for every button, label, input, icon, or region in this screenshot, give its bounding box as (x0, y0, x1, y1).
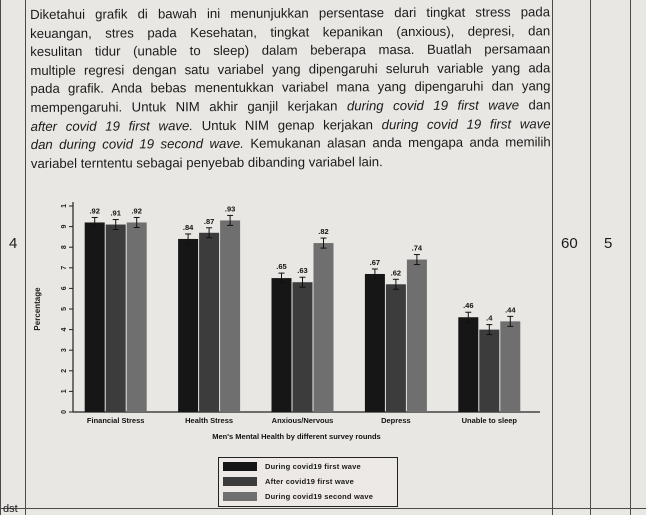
data-label: .92 (89, 206, 100, 216)
y-axis-label: Percentage (33, 287, 42, 331)
y-tick-label: 2 (61, 368, 68, 373)
data-label: .4 (486, 313, 493, 323)
legend-label: During covid19 second wave (265, 491, 374, 501)
question-text-run: kesulitan tidur (unable to sleep) dalam beberapa masa. Buatlah persamaan (30, 41, 551, 60)
bar (106, 225, 126, 412)
legend-swatch (223, 462, 257, 471)
y-tick-label: 4 (61, 327, 68, 332)
question-line (31, 152, 551, 173)
table-divider-weight (630, 0, 631, 515)
x-tick-label: Financial Stress (86, 416, 145, 425)
data-label: .93 (224, 204, 236, 214)
bar (407, 260, 427, 412)
y-tick-label: 5 (61, 307, 68, 311)
legend-swatch (223, 477, 257, 486)
y-tick-label: 7 (61, 265, 68, 270)
table-divider-question (552, 0, 553, 515)
legend-label: After covid19 first wave (265, 476, 354, 486)
question-text-run: mempengaruhi. Untuk NIM akhir ganjil kerjakan (30, 98, 347, 115)
score-cell: 60 (561, 235, 578, 252)
bar (458, 317, 478, 412)
data-label: .65 (276, 262, 287, 272)
question-line (30, 40, 550, 61)
question-text (30, 3, 551, 173)
footer-fragment: dst (3, 503, 18, 515)
data-label: .46 (463, 301, 474, 311)
table-row-divider (0, 508, 646, 509)
question-text-run: Untuk NIM genap kerjakan (192, 116, 382, 133)
data-label: .63 (297, 266, 308, 276)
data-label: .82 (318, 227, 329, 237)
bar (178, 239, 198, 412)
question-text-run: pada grafik. Anda bebas menentukkan variabel mana yang dipengaruhi dan yang (30, 78, 551, 97)
legend-item (223, 490, 373, 502)
bar (127, 222, 147, 412)
question-line (30, 96, 550, 117)
question-text-run: keuangan, stres pada Kesehatan, tingkat kepanikan (anxious), depresi, dan (30, 22, 551, 41)
bar (500, 321, 520, 412)
table-divider-score (590, 0, 591, 515)
y-tick-label: 1 (61, 389, 68, 394)
legend-item (223, 475, 354, 487)
bar-chart (28, 188, 550, 450)
question-text-run: dan during covid 19 second wave. (30, 136, 244, 153)
bar (220, 220, 240, 412)
question-text-run: multiple regresi dengan satu variabel yang dipengaruhi seluruh variable yang ada (30, 60, 551, 78)
question-line (30, 3, 550, 24)
weight-cell: 5 (604, 235, 613, 252)
question-text-run: after covid 19 first wave. (30, 117, 194, 134)
question-text-run: Kemukanan alasan anda mengapa anda memilih (243, 134, 551, 152)
y-tick-label: 8 (61, 245, 68, 250)
question-text-run: during covid 19 first wave (381, 115, 551, 132)
data-label: .67 (369, 257, 381, 267)
legend-item (223, 460, 361, 472)
question-text-run: Diketahui grafik di bawah ini menunjukkan persentase dari tingkat stress pada (30, 4, 551, 22)
data-label: .91 (110, 208, 121, 218)
y-tick-label: 9 (61, 224, 68, 229)
data-label: .87 (203, 216, 215, 226)
question-text-run: during covid 19 first wave (346, 97, 520, 114)
question-text-run: variabel terntentu sebagai penyebab dibanding variabel lain. (30, 153, 383, 171)
chart-legend (218, 457, 398, 507)
table-divider-number (25, 0, 26, 515)
bar (85, 222, 105, 412)
data-label: .74 (411, 243, 423, 253)
bar (293, 282, 313, 412)
question-text-run: dan (518, 97, 551, 113)
x-tick-label: Depress (381, 416, 411, 425)
x-tick-label: Health Stress (185, 416, 234, 425)
bar (365, 274, 385, 412)
data-label: .84 (182, 222, 194, 232)
row-number: 4 (9, 235, 18, 252)
x-tick-label: Anxious/Nervous (271, 416, 334, 425)
data-label: .44 (505, 305, 516, 315)
table-border-left (0, 0, 1, 515)
x-tick-label: Unable to sleep (461, 416, 518, 425)
legend-label: During covid19 first wave (265, 461, 361, 471)
x-axis-label: Men's Mental Health by different survey rounds (212, 432, 381, 441)
bar (199, 233, 219, 412)
y-tick-label: 0 (61, 410, 68, 414)
question-line (31, 133, 551, 154)
data-label: .62 (390, 268, 402, 278)
y-tick-label: 3 (61, 348, 68, 353)
bar (479, 330, 499, 412)
legend-swatch (223, 492, 257, 501)
y-tick-label: 6 (61, 286, 68, 291)
data-label: .92 (131, 206, 142, 216)
bar (272, 278, 292, 412)
bar (314, 243, 334, 412)
bar (386, 284, 406, 412)
y-tick-label: 1 (61, 204, 68, 208)
